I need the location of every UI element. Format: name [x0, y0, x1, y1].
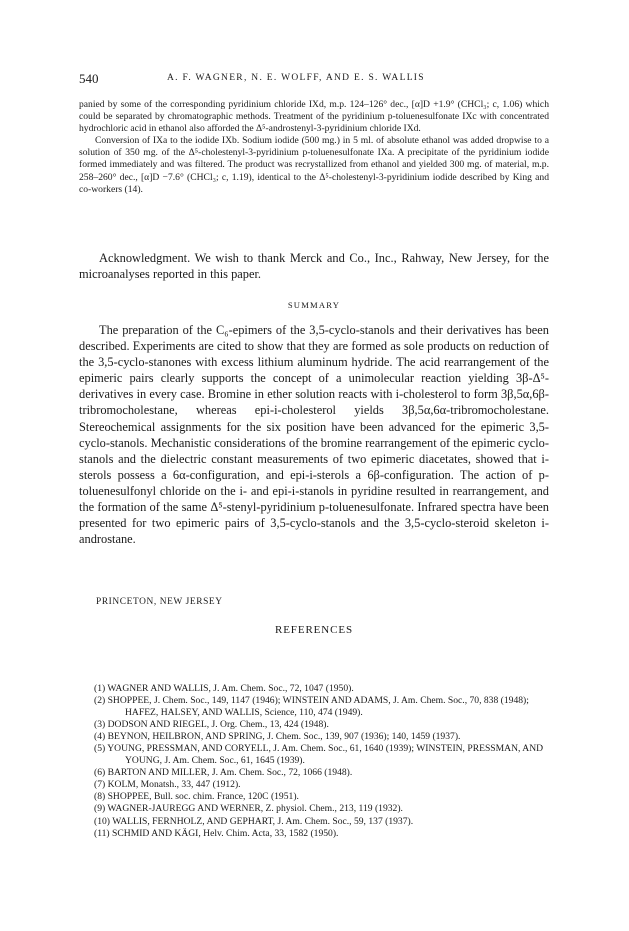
- reference-item: (2) SHOPPEE, J. Chem. Soc., 149, 1147 (1946); WINSTEIN AND ADAMS, J. Am. Chem. Soc., 70, 838 (1948); HAFEZ, HALSEY, AND WALLIS, Science, 110, 474 (1949).: [94, 695, 529, 719]
- reference-item: (3) DODSON AND RIEGEL, J. Org. Chem., 13, 424 (1948).: [94, 719, 329, 731]
- running-head: A. F. WAGNER, N. E. WOLFF, AND E. S. WALLIS: [167, 73, 425, 83]
- reference-item: (1) WAGNER AND WALLIS, J. Am. Chem. Soc., 72, 1047 (1950).: [94, 683, 354, 694]
- reference-item: (5) YOUNG, PRESSMAN, AND CORYELL, J. Am. Chem. Soc., 61, 1640 (1939); WINSTEIN, PRESSMAN, AND YOUNG, J. Am. Chem. Soc., 61, 1645 (1939).: [94, 743, 544, 767]
- references-list: [79, 683, 549, 840]
- summary-section: [79, 322, 549, 547]
- reference-item: (10) WALLIS, FERNHOLZ, AND GEPHART, J. Am. Chem. Soc., 59, 137 (1937).: [94, 815, 414, 827]
- reference-item: (7) KOLM, Monatsh., 33, 447 (1912).: [94, 779, 241, 791]
- page-number: 540: [79, 71, 99, 86]
- paragraph-continuation: panied by some of the corresponding pyridinium chloride IXd, m.p. 124–126° dec., [α]D +1.9° (CHCl₃; c, 1.06) which could be separated by chromatographic methods. Treatment of the pyridinium p-toluenesulfonate IXc with concentrated hydrochloric acid in ethanol also afforded the Δ⁵-androstenyl-3-pyridinium chloride IXd.: [79, 99, 549, 135]
- paragraph-conversion: Conversion of IXa to the iodide IXb. Sodium iodide (500 mg.) in 5 ml. of absolute ethanol was added dropwise to a solution of 350 mg. of the Δ⁵-cholestenyl-3-pyridinium p-toluenesulfonate IXa. A precipitate of the pyridinium iodide formed immediately and was filtered. The product was recrystallized from ethanol and yielded 300 mg. of material, m.p. 258–260° dec., [α]D −7.6° (CHCl₃; c, 1.19), identical to the Δ⁵-cholestenyl-3-pyridinium iodide described by King and co-workers (14).: [79, 135, 549, 195]
- page-header: [79, 71, 549, 87]
- reference-item: (8) SHOPPEE, Bull. soc. chim. France, 120C (1951).: [94, 791, 299, 803]
- reference-item: (11) SCHMID AND KÄGI, Helv. Chim. Acta, 33, 1582 (1950).: [94, 827, 339, 839]
- acknowledgment-paragraph: Acknowledgment. We wish to thank Merck and Co., Inc., Rahway, New Jersey, for the microanalyses reported in this paper.: [79, 251, 549, 282]
- summary-heading: SUMMARY: [287, 300, 341, 310]
- experimental-text: [79, 99, 549, 196]
- acknowledgment-section: [79, 250, 549, 282]
- references-heading: REFERENCES: [274, 624, 354, 636]
- reference-item: (4) BEYNON, HEILBRON, AND SPRING, J. Chem. Soc., 139, 907 (1936); 140, 1459 (1937).: [94, 731, 461, 743]
- summary-paragraph: The preparation of the C₆-epimers of the 3,5-cyclo-stanols and their derivatives has been described. Experiments are cited to show that they are formed as sole products on reduction of the 3,5-cyclo-stanones with excess lithium aluminum hydride. The acid rearrangement of the epimeric pairs clearly supports the concept of a unimolecular reaction yielding 3β-Δ⁵-derivatives in every case. Bromine in ether solution reacts with i-cholesterol to form 3β,5α,6β-tribromocholestane, whereas epi-i-cholesterol yields 3β,5α,6α-tribromocholestane. Stereochemical assignments for the six position have been advanced for the epimeric 3,5-cyclo-stanols. Mechanistic considerations of the bromine rearrangement of the epimeric cyclo-stanols and the dielectric constant measurements of two epimeric diacetates, showed that i-sterols possess a 6α-configuration, and epi-i-sterols a 6β-configuration. The action of p-toluenesulfonyl chloride on the i- and epi-i-stanols in pyridine resulted in rearrangement, and the formation of the same Δ⁵-stenyl-pyridinium p-toluenesulfonate. Infrared spectra have been presented for two epimeric pairs of 3,5-cyclo-stanols and the 3,5-cyclo-steroid skeleton i-androstane.: [79, 323, 549, 547]
- reference-item: (6) BARTON AND MILLER, J. Am. Chem. Soc., 72, 1066 (1948).: [94, 767, 353, 779]
- location-line: PRINCETON, NEW JERSEY: [96, 597, 223, 607]
- reference-item: (9) WAGNER-JAUREGG AND WERNER, Z. physiol. Chem., 213, 119 (1932).: [94, 803, 403, 815]
